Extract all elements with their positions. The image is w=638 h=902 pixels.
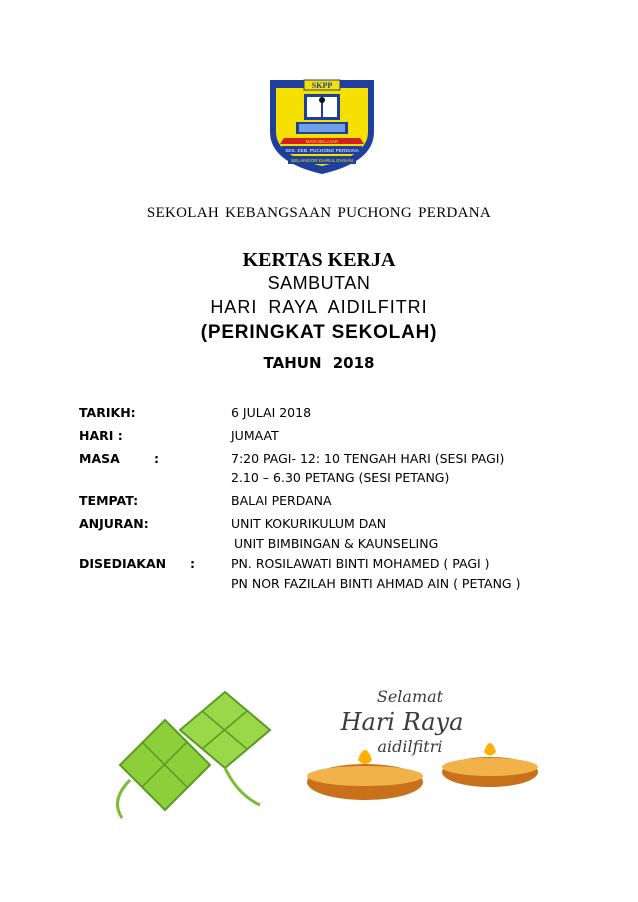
title-tahun: TAHUN 2018 [263,354,375,372]
tarikh-label: TARIKH: [79,405,136,420]
masa-colon: : [154,451,159,466]
logo-emblem-dot [319,97,325,103]
tarikh-value: 6 JULAI 2018 [231,405,312,420]
greeting-selamat: Selamat [376,687,444,706]
title-sambutan: SAMBUTAN [267,273,371,293]
logo-book-page-left [307,97,321,117]
logo-state-text: SELANGOR DARUL EHSAN [291,159,353,164]
oil-lamp-left-icon [307,750,423,800]
tempat-label: TEMPAT: [79,493,139,508]
hari-label: HARI : [79,428,123,443]
disediakan-value-petang: PN NOR FAZILAH BINTI AHMAD AIN ( PETANG ) [231,576,521,591]
logo-ribbon-text: MARI BELAJAR [305,139,339,144]
logo-top-text: SKPP [311,81,333,90]
masa-value-petang: 2.10 – 6.30 PETANG (SESI PETANG) [231,470,450,485]
anjuran-value-1: UNIT KOKURIKULUM DAN [231,516,387,531]
hari-value: JUMAAT [231,428,279,443]
disediakan-value-pagi: PN. ROSILAWATI BINTI MOHAMED ( PAGI ) [231,556,490,571]
greeting-aidilfitri: aidilfitri [377,737,443,756]
masa-value-pagi: 7:20 PAGI- 12: 10 TENGAH HARI (SESI PAGI) [231,451,505,466]
tempat-value: BALAI PERDANA [231,493,332,508]
hari-raya-illustration [110,670,550,820]
anjuran-label: ANJURAN: [79,516,149,531]
disediakan-colon: : [190,556,195,571]
logo-name-text: SEK. KEB. PUCHONG PERDANA [285,149,359,154]
disediakan-label: DISEDIAKAN [79,556,167,571]
anjuran-value-2: UNIT BIMBINGAN & KAUNSELING [234,536,439,551]
school-logo [262,76,382,176]
ketupat-icon [118,692,271,818]
masa-label: MASA [79,451,120,466]
school-name: SEKOLAH KEBANGSAAN PUCHONG PERDANA [146,205,492,221]
greeting-hari-raya: Hari Raya [340,708,464,736]
title-peringkat: (PERINGKAT SEKOLAH) [200,322,438,343]
logo-computer-screen-inner [299,124,345,132]
oil-lamp-right-icon [442,743,538,787]
title-hari-raya: HARI RAYA AIDILFITRI [210,297,428,317]
logo-book-page-right [323,97,337,117]
title-kertas-kerja: KERTAS KERJA [242,249,396,271]
